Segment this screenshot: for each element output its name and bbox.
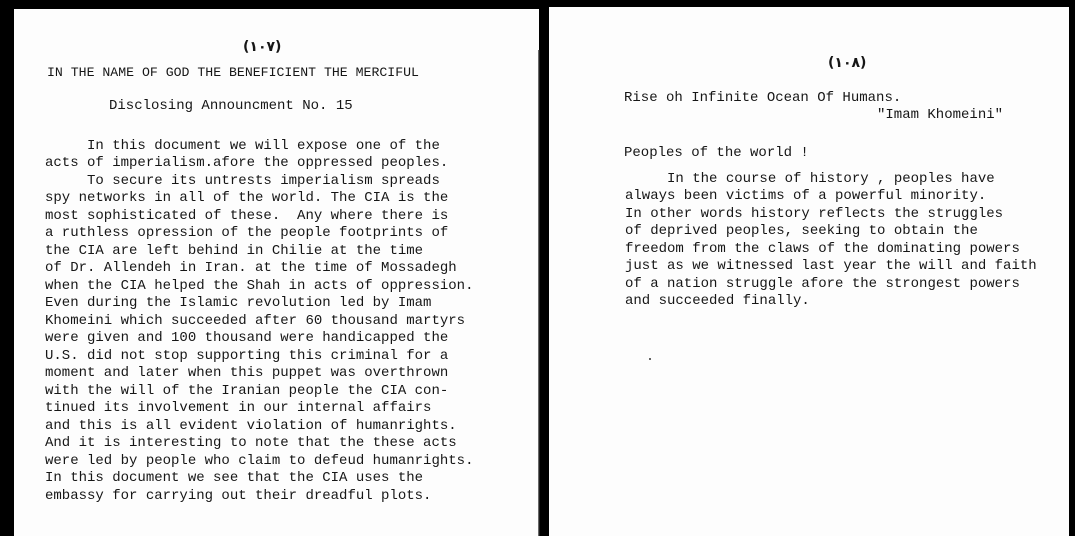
body-line: a ruthless opression of the people footprints of	[45, 225, 449, 241]
salutation: Peoples of the world !	[624, 145, 809, 161]
body-line: and succeeded finally.	[625, 293, 810, 309]
body-line: In other words history reflects the struggles	[625, 206, 1004, 222]
body-line: with the will of the Iranian people the CIA con-	[45, 383, 449, 399]
body-line: And it is interesting to note that the these acts	[45, 435, 457, 451]
body-line: were led by people who claim to defeud humanrights.	[45, 453, 474, 469]
body-line: of deprived peoples, seeking to obtain the	[625, 223, 978, 239]
body-line: embassy for carrying out their dreadful plots.	[45, 488, 432, 504]
right-page	[549, 7, 1069, 536]
body-line: tinued its involvement in our internal affairs	[45, 400, 432, 416]
document-heading: IN THE NAME OF GOD THE BENEFICIENT THE MERCIFUL	[47, 65, 419, 80]
scan-speck	[649, 358, 651, 360]
body-line: and this is all evident violation of humanrights.	[45, 418, 457, 434]
body-line: Even during the Islamic revolution led by Imam	[45, 295, 432, 311]
announcement-title: Disclosing Announcment No. 15	[109, 98, 353, 114]
body-line: the CIA are left behind in Chilie at the time	[45, 243, 424, 259]
epigraph-quote: Rise oh Infinite Ocean Of Humans.	[624, 90, 902, 106]
body-line: spy networks in all of the world. The CIA is the	[45, 190, 449, 206]
body-line: Khomeini which succeeded after 60 thousand martyrs	[45, 313, 466, 329]
body-line: of Dr. Allendeh in Iran. at the time of Mossadegh	[45, 260, 457, 276]
body-line: just as we witnessed last year the will and faith	[625, 258, 1037, 274]
body-line: acts of imperialism.afore the oppressed peoples.	[45, 155, 449, 171]
page-number: (١٠٧)	[243, 39, 282, 55]
body-line: always been victims of a powerful minority.	[625, 188, 987, 204]
body-line: freedom from the claws of the dominating powers	[625, 241, 1020, 257]
epigraph-attribution: "Imam Khomeini"	[877, 107, 1004, 123]
body-line: In this document we will expose one of the	[45, 138, 440, 154]
body-line: most sophisticated of these. Any where there is	[45, 208, 449, 224]
body-line: of a nation struggle afore the strongest powers	[625, 276, 1020, 292]
left-page	[14, 9, 539, 536]
body-line: In this document we see that the CIA uses the	[45, 470, 424, 486]
body-line: To secure its untrests imperialism spreads	[45, 173, 440, 189]
body-line: when the CIA helped the Shah in acts of oppression.	[45, 278, 474, 294]
body-line: U.S. did not stop supporting this criminal for a	[45, 348, 449, 364]
page-gutter	[538, 50, 540, 536]
body-line: In the course of history , peoples have	[625, 171, 995, 187]
page-number: (١٠٨)	[828, 55, 867, 71]
body-line: moment and later when this puppet was overthrown	[45, 365, 449, 381]
body-line: were given and 100 thousand were handicapped the	[45, 330, 449, 346]
